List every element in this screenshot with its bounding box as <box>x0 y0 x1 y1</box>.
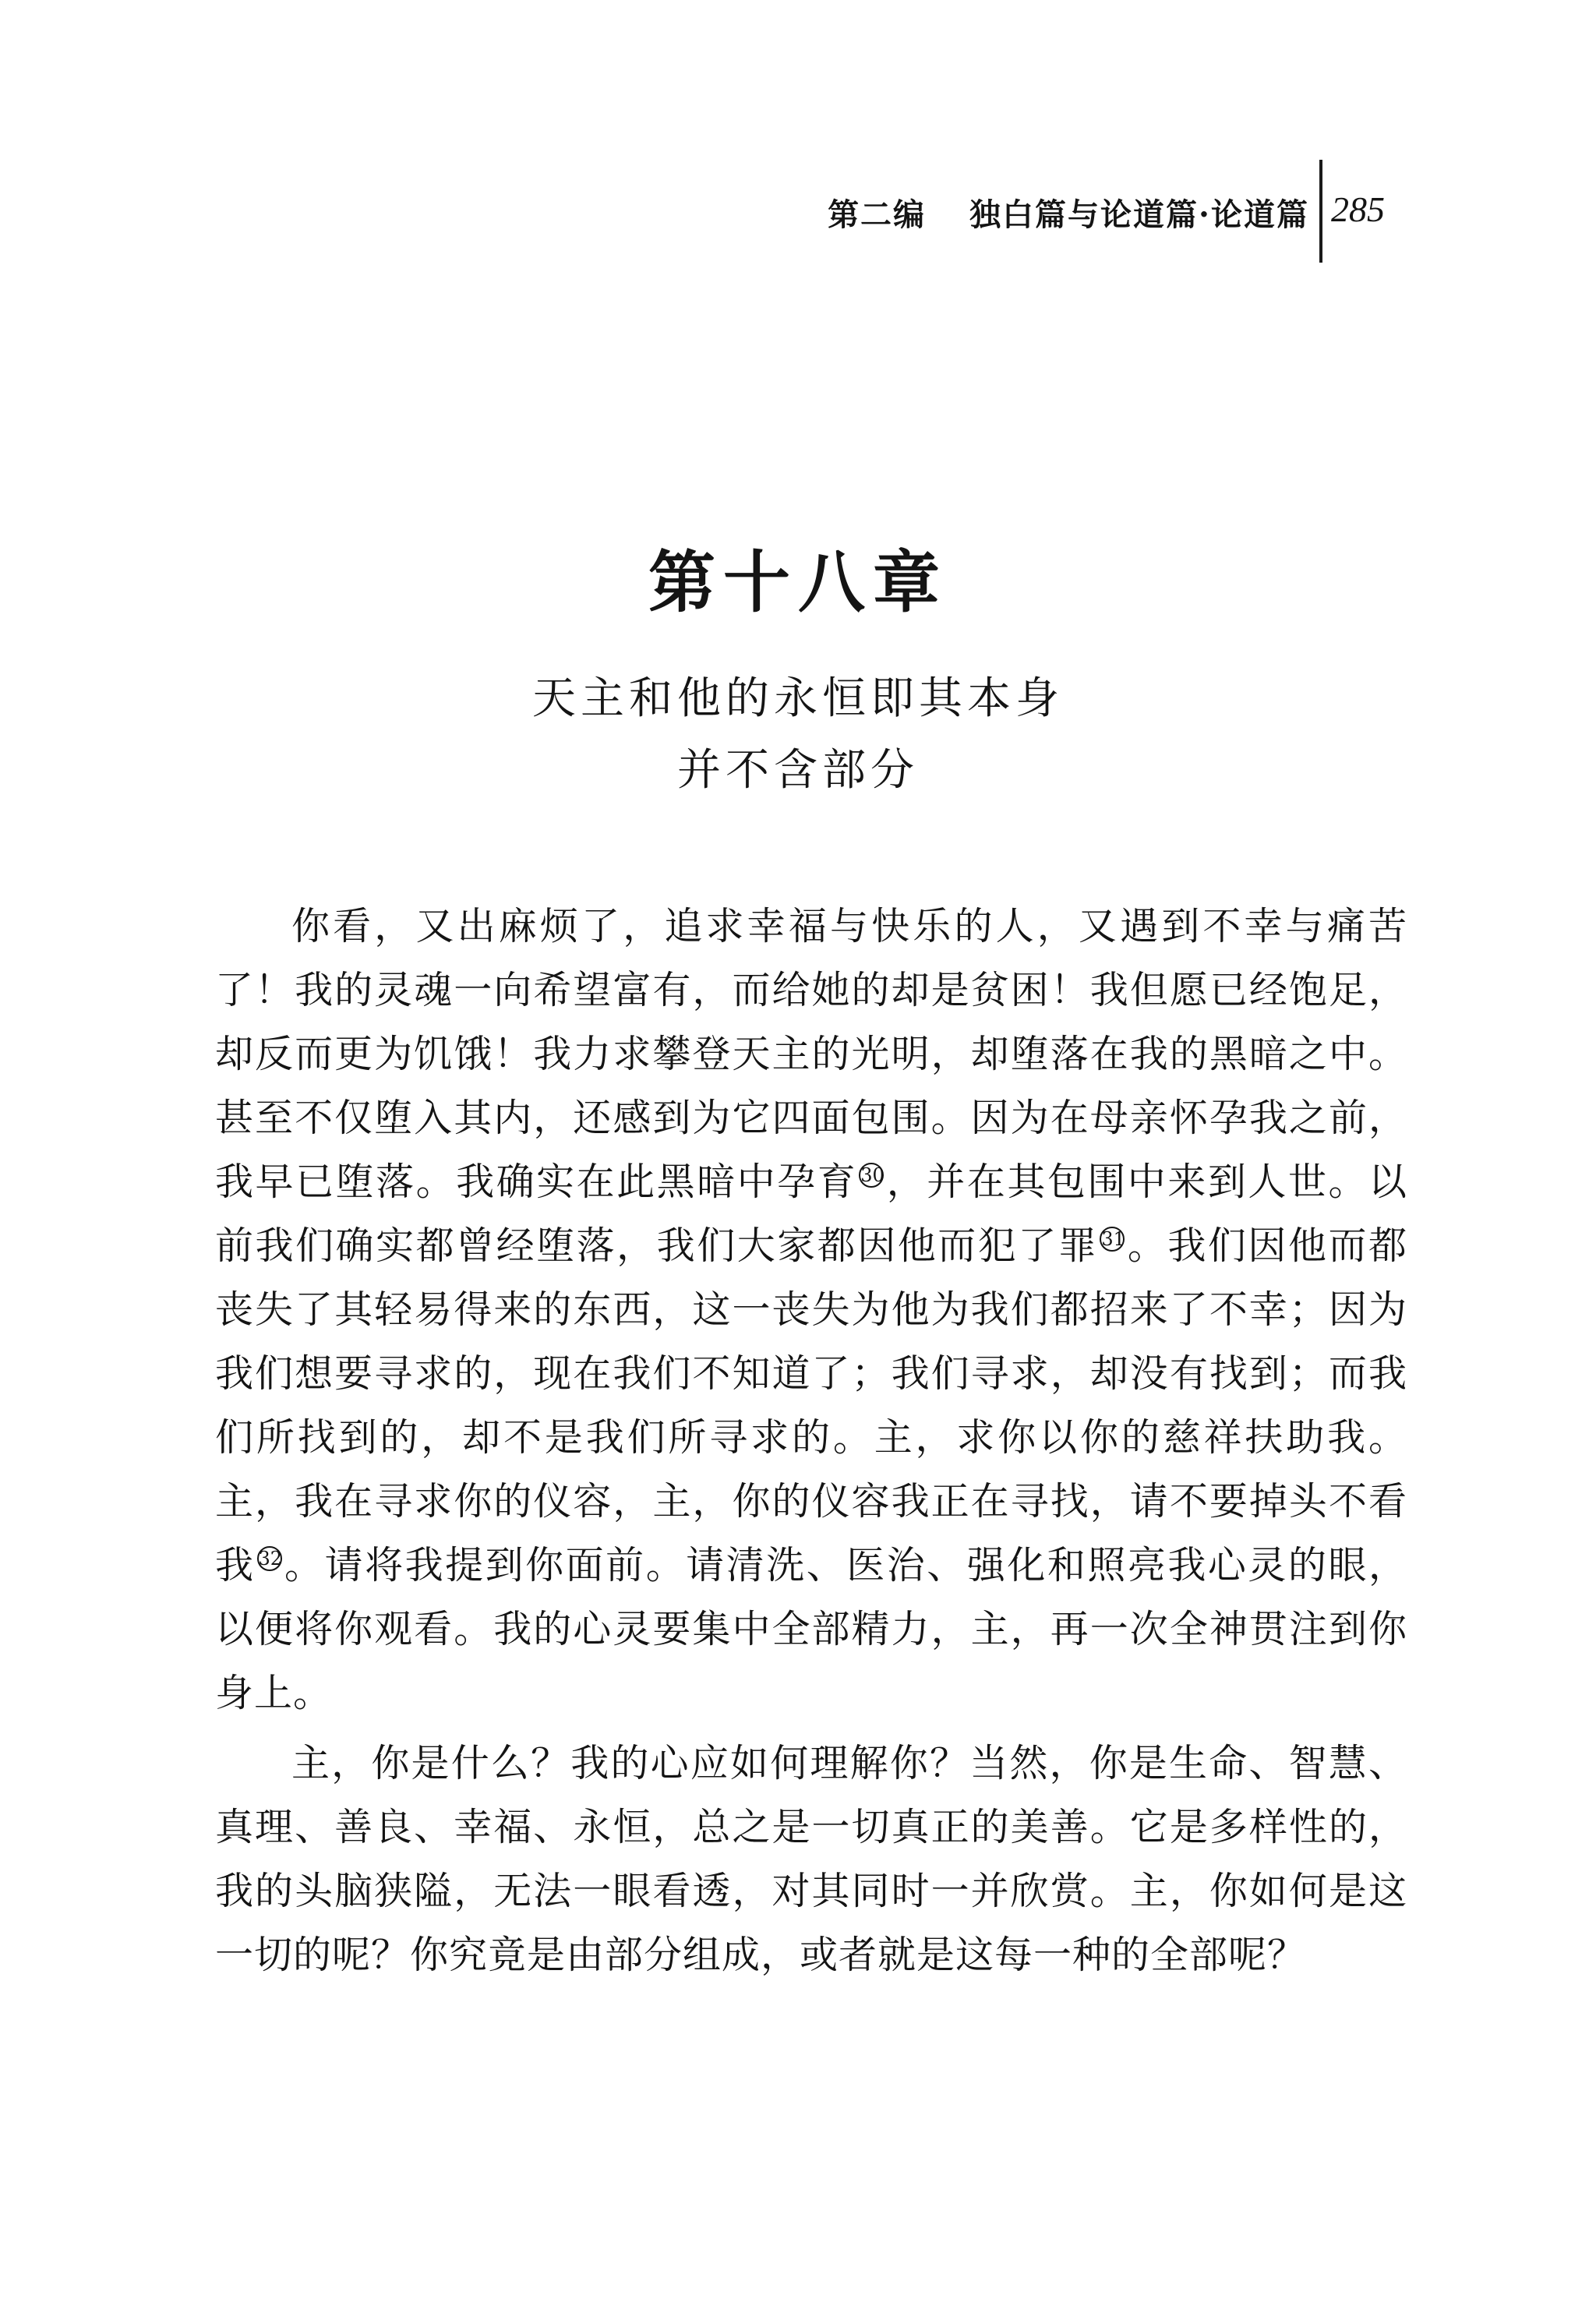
chapter-title: 第十八章 <box>648 543 948 622</box>
chapter-subtitle-line-1: 天主和他的永恒即其本身 <box>532 673 1064 724</box>
page-number: 285 <box>1331 189 1385 229</box>
footnote-marker-31: 31 <box>1101 1227 1125 1250</box>
header-part: 第二编 <box>828 196 927 233</box>
chapter-subtitle-line-2: 并不含部分 <box>677 745 919 796</box>
paragraph-1-part-d: 。请将我提到你面前。请清洗、医治、强化和照亮我心灵的眼，以便将你观看。我的心灵要集中全部精力，主，再一次全神贯注到你身上。 <box>215 1543 1407 1715</box>
paragraph-1-part-c: 。我们因他而都丧失了其轻易得来的东西，这一丧失为他为我们都招来了不幸；因为我们想要寻求的，现在我们不知道了；我们寻求，却没有找到；而我们所找到的，却不是我们所寻求的。主，求你以你的慈祥扶助我。主，我在寻求你的仪容，主，你的仪容我正在寻找，请不要掉头不看我 <box>215 1224 1407 1587</box>
paragraph-1-part-a: 你看，又出麻烦了，追求幸福与快乐的人，又遇到不幸与痛苦了！我的灵魂一向希望富有，而给她的却是贫困！我但愿已经饱足，却反而更为饥饿！我力求攀登天主的光明，却堕落在我的黑暗之中。甚至不仅堕入其内，还感到为它四面包围。因为在母亲怀孕我之前，我早已堕落。我确实在此黑暗中孕育 <box>215 904 1407 1204</box>
paragraph-1-part-b: ，并在其包围中来到人世。以前我们确实都曾经堕落，我们大家都因他而犯了罪 <box>215 1160 1407 1268</box>
paragraph-2: 主，你是什么？我的心应如何理解你？当然，你是生命、智慧、真理、善良、幸福、永恒，总之是一切真正的美善。它是多样性的，我的头脑狭隘，无法一眼看透，对其同时一并欣赏。主，你如何是这一切的呢？你究竟是由部分组成，或者就是这每一种的全部呢？ <box>215 1741 1407 1977</box>
header-divider <box>1319 160 1322 263</box>
header-section: 独白篇与论道篇·论道篇 <box>969 196 1309 233</box>
footnote-marker-32: 32 <box>258 1547 283 1570</box>
body-text <box>215 895 1407 1987</box>
running-header <box>0 190 1309 235</box>
footnote-marker-30: 30 <box>860 1164 885 1186</box>
paragraph-1 <box>215 895 1407 1725</box>
